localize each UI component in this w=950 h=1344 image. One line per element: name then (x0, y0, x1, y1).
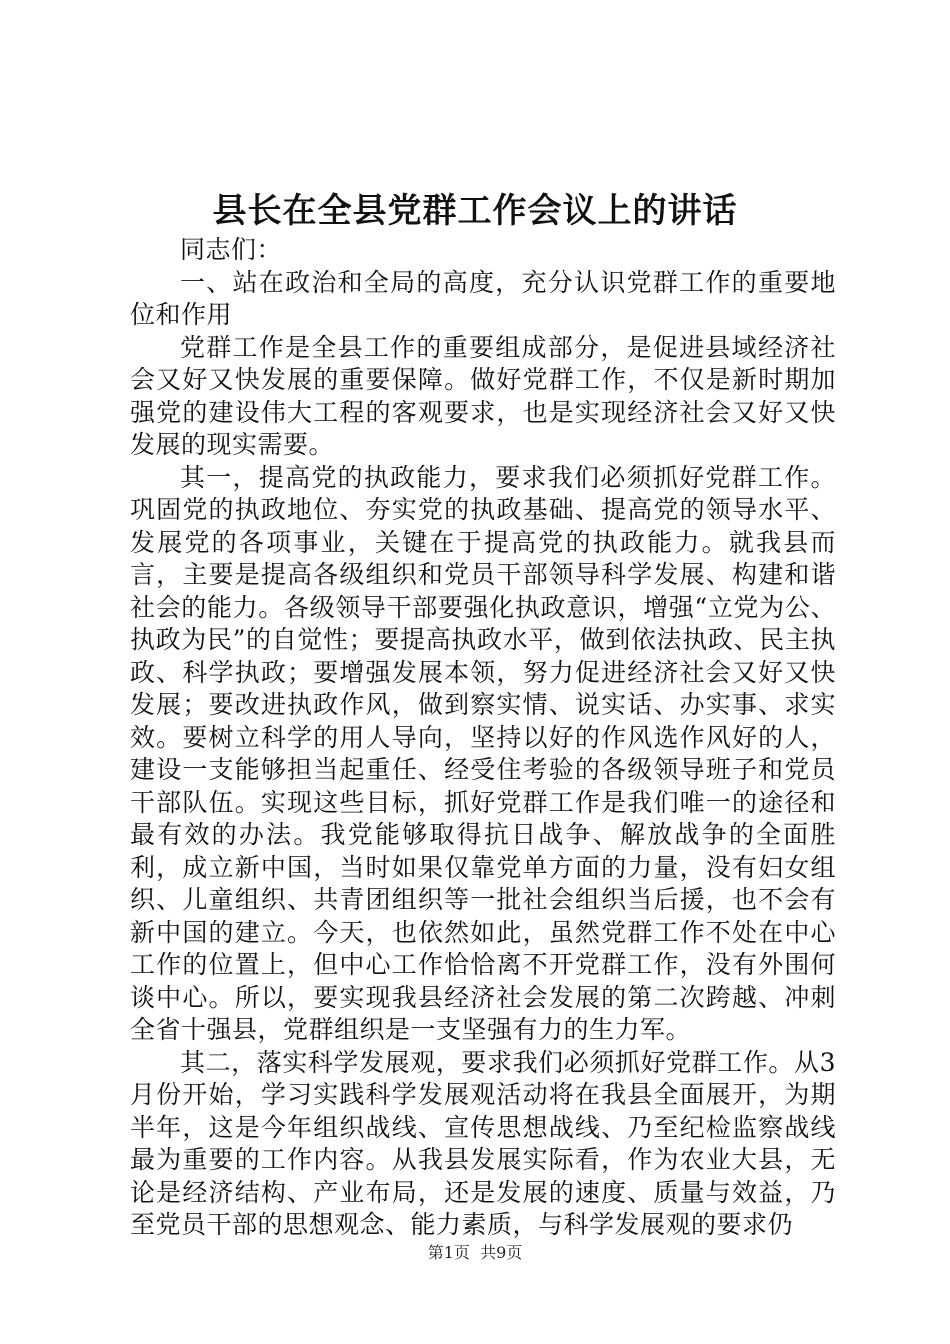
document-title: 县长在全县党群工作会议上的讲话 (212, 191, 738, 231)
body-paragraph: 其二，落实科学发展观，要求我们必须抓好党群工作。从3月份开始，学习实践科学发展观活动将在我县全面展开，为期半年，这是今年组织战线、宣传思想战线、乃至纪检监察战线最为重要的工作内容。从我县发展实际看，作为农业大县，无论是经济结构、产业布局，还是发展的速度、质量与效益，乃至党员干部的思想观念、能力素质，与科学发展观的要求仍 (130, 1047, 836, 1239)
salutation-paragraph: 同志们： (180, 235, 283, 264)
document-body (130, 234, 836, 1242)
page-footer (0, 1242, 950, 1264)
page-number-label: 第1页 共9页 (427, 1243, 523, 1262)
body-paragraph: 其一，提高党的执政能力，要求我们必须抓好党群工作。巩固党的执政地位、夯实党的执政基础、提高党的领导水平、发展党的各项事业，关键在于提高党的执政能力。就我县而言，主要是提高各级组织和党员干部领导科学发展、构建和谐社会的能力。各级领导干部要强化执政意识，增强“立党为公、执政为民”的自觉性；要提高执政水平，做到依法执政、民主执政、科学执政；要增强发展本领，努力促进经济社会又好又快发展；要改进执政作风，做到察实情、说实话、办实事、求实效。要树立科学的用人导向，坚持以好的作风选作风好的人，建设一支能够担当起重任、经受住考验的各级领导班子和党员干部队伍。实现这些目标，抓好党群工作是我们唯一的途径和最有效的办法。我党能够取得抗日战争、解放战争的全面胜利，成立新中国，当时如果仅靠党单方面的力量，没有妇女组织、儿童组织、共青团组织等一批社会组织当后援，也不会有新中国的建立。今天，也依然如此，虽然党群工作不处在中心工作的位置上，但中心工作恰恰离不开党群工作，没有外围何谈中心。所以，要实现我县经济社会发展的第二次跨越、冲刺全省十强县，党群组织是一支坚强有力的生力军。 (130, 462, 836, 1044)
body-paragraph: 党群工作是全县工作的重要组成部分，是促进县域经济社会又好又快发展的重要保障。做好党群工作，不仅是新时期加强党的建设伟大工程的客观要求，也是实现经济社会又好又快发展的现实需要。 (130, 332, 836, 459)
section-heading-paragraph: 一、站在政治和全局的高度，充分认识党群工作的重要地位和作用 (130, 267, 836, 329)
